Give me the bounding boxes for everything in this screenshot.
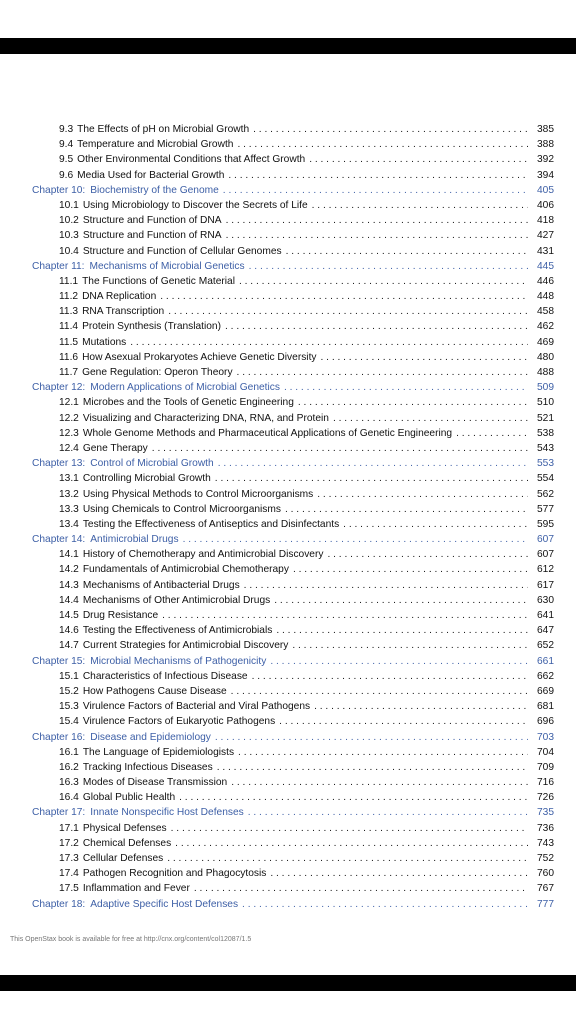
dot-leader: [343, 517, 528, 532]
toc-section-entry[interactable]: [32, 851, 554, 866]
entry-number: 9.4: [59, 139, 74, 151]
entry-title: How Pathogens Cause Disease: [82, 685, 227, 697]
toc-chapter-entry[interactable]: [32, 259, 554, 274]
entry-number: 9.5: [59, 154, 74, 166]
toc-section-entry[interactable]: [32, 836, 554, 851]
toc-section-entry[interactable]: [32, 152, 554, 167]
entry-title: The Functions of Genetic Material: [82, 275, 235, 287]
dot-leader: [238, 745, 528, 760]
entry-number: 17.3: [59, 853, 79, 864]
entry-page-number: 469: [537, 336, 554, 348]
dot-leader: [276, 623, 528, 638]
entry-page-number: 509: [537, 382, 554, 394]
dot-leader: [314, 699, 528, 714]
entry-number: Chapter 16:: [32, 731, 86, 743]
entry-number: 10.3: [59, 230, 79, 242]
dot-leader: [253, 122, 528, 137]
entry-title: Inflammation and Fever: [82, 883, 190, 895]
entry-page-number: 743: [537, 837, 554, 849]
toc-section-entry[interactable]: [32, 168, 554, 183]
entry-page-number: 662: [537, 670, 554, 682]
toc-section-entry[interactable]: [32, 593, 554, 608]
dot-leader: [226, 213, 528, 228]
entry-page-number: 607: [537, 549, 554, 561]
entry-title: Controlling Microbial Growth: [82, 473, 211, 485]
entry-page-number: 760: [537, 868, 554, 880]
dot-leader: [242, 897, 528, 912]
dot-leader: [162, 608, 528, 623]
dot-leader: [284, 380, 528, 395]
entry-number: Chapter 14:: [32, 534, 86, 546]
entry-title: Using Microbiology to Discover the Secrets of Life: [82, 199, 308, 211]
entry-page-number: 752: [537, 853, 554, 864]
entry-number: 10.1: [59, 199, 79, 211]
entry-number: 9.3: [59, 124, 74, 135]
toc-section-entry[interactable]: [32, 790, 554, 805]
toc-section-entry[interactable]: [32, 623, 554, 638]
entry-page-number: 767: [537, 883, 554, 895]
dot-leader: [231, 775, 528, 790]
toc-section-entry[interactable]: [32, 274, 554, 289]
toc-chapter-entry[interactable]: [32, 897, 554, 912]
entry-page-number: 630: [537, 594, 554, 606]
entry-number: 12.4: [59, 442, 79, 454]
toc-section-entry[interactable]: [32, 866, 554, 881]
entry-page-number: 681: [537, 701, 554, 713]
entry-number: Chapter 17:: [32, 807, 86, 819]
entry-number: Chapter 11:: [32, 260, 85, 272]
entry-number: 16.2: [59, 761, 79, 773]
entry-title: Drug Resistance: [82, 610, 159, 621]
dot-leader: [317, 487, 528, 502]
entry-page-number: 703: [537, 731, 554, 743]
entry-number: 15.3: [59, 701, 79, 713]
entry-title: Virulence Factors of Eukaryotic Pathogens: [82, 716, 276, 728]
entry-title: Testing the Effectiveness of Antimicrobials: [82, 625, 273, 637]
dot-leader: [217, 760, 528, 775]
entry-page-number: 607: [537, 534, 554, 546]
entry-page-number: 709: [537, 761, 554, 773]
dot-leader: [226, 228, 528, 243]
entry-number: 15.4: [59, 716, 79, 728]
dot-leader: [292, 638, 528, 653]
dot-leader: [130, 335, 528, 350]
dot-leader: [321, 350, 529, 365]
entry-title: Physical Defenses: [82, 822, 167, 834]
toc-section-entry[interactable]: [32, 714, 554, 729]
toc-section-entry[interactable]: [32, 335, 554, 350]
entry-title: Mechanisms of Microbial Genetics: [89, 260, 245, 272]
dot-leader: [286, 244, 528, 259]
entry-number: 13.4: [59, 518, 79, 530]
toc-section-entry[interactable]: [32, 137, 554, 152]
entry-page-number: 538: [537, 427, 554, 439]
footer-note: This OpenStax book is available for free at http://cnx.org/content/col12087/1.5: [10, 936, 252, 943]
entry-page-number: 521: [537, 412, 554, 424]
toc-section-entry[interactable]: [32, 775, 554, 790]
entry-title: Modern Applications of Microbial Genetics: [90, 382, 280, 394]
entry-number: 11.3: [59, 306, 79, 318]
entry-title: Fundamentals of Antimicrobial Chemotherapy: [82, 564, 289, 576]
entry-title: Media Used for Bacterial Growth: [77, 169, 225, 181]
entry-number: Chapter 12:: [32, 382, 86, 394]
toc-section-entry[interactable]: [32, 426, 554, 441]
toc-section-entry[interactable]: [32, 244, 554, 259]
entry-title: Current Strategies for Antimicrobial Discovery: [82, 640, 289, 652]
entry-title: Protein Synthesis (Translation): [82, 321, 221, 333]
entry-number: 16.1: [59, 746, 79, 758]
entry-title: Mechanisms of Other Antimicrobial Drugs: [82, 594, 271, 606]
entry-title: Biochemistry of the Genome: [90, 184, 219, 196]
dot-leader: [293, 562, 528, 577]
dot-leader: [218, 456, 528, 471]
entry-title: The Language of Epidemiologists: [82, 746, 235, 758]
entry-page-number: 448: [537, 291, 554, 303]
entry-number: 13.2: [59, 488, 79, 500]
dot-leader: [249, 259, 528, 274]
entry-title: Characteristics of Infectious Disease: [82, 670, 248, 682]
entry-title: Chemical Defenses: [82, 837, 172, 849]
toc-chapter-entry[interactable]: [32, 380, 554, 395]
entry-number: Chapter 18:: [32, 898, 86, 910]
toc-section-entry[interactable]: [32, 821, 554, 836]
entry-title: Microbes and the Tools of Genetic Engineering: [82, 397, 294, 409]
entry-title: Control of Microbial Growth: [90, 458, 214, 470]
entry-title: The Effects of pH on Microbial Growth: [77, 124, 250, 135]
entry-title: Temperature and Microbial Growth: [77, 139, 234, 151]
entry-page-number: 431: [537, 245, 554, 257]
entry-number: Chapter 13:: [32, 458, 86, 470]
entry-page-number: 480: [537, 351, 554, 363]
entry-page-number: 388: [537, 139, 554, 151]
entry-title: Virulence Factors of Bacterial and Viral Pathogens: [82, 701, 311, 713]
entry-title: Cellular Defenses: [82, 853, 164, 864]
entry-title: Testing the Effectiveness of Antiseptics and Disinfectants: [82, 518, 340, 530]
entry-number: 12.2: [59, 412, 79, 424]
entry-number: 12.3: [59, 427, 79, 439]
entry-page-number: 554: [537, 473, 554, 485]
dot-leader: [270, 654, 528, 669]
entry-title: RNA Transcription: [82, 306, 165, 318]
entry-page-number: 612: [537, 564, 554, 576]
entry-page-number: 562: [537, 488, 554, 500]
entry-page-number: 462: [537, 321, 554, 333]
entry-number: 9.6: [59, 169, 74, 181]
dot-leader: [274, 593, 528, 608]
entry-title: Structure and Function of Cellular Genomes: [82, 245, 282, 257]
dot-leader: [223, 183, 528, 198]
toc-section-entry[interactable]: [32, 289, 554, 304]
entry-title: Mechanisms of Antibacterial Drugs: [82, 579, 240, 591]
entry-page-number: 669: [537, 685, 554, 697]
dot-leader: [285, 502, 528, 517]
entry-page-number: 704: [537, 746, 554, 758]
entry-page-number: 394: [537, 169, 554, 181]
bottom-black-bar: [0, 975, 576, 991]
entry-title: How Asexual Prokaryotes Achieve Genetic Diversity: [82, 351, 317, 363]
entry-title: History of Chemotherapy and Antimicrobial Discovery: [82, 549, 324, 561]
dot-leader: [175, 836, 528, 851]
dot-leader: [171, 821, 528, 836]
entry-page-number: 577: [537, 503, 554, 515]
entry-title: Using Physical Methods to Control Microorganisms: [82, 488, 314, 500]
entry-number: 14.7: [59, 640, 79, 652]
entry-number: 11.4: [59, 321, 79, 333]
entry-page-number: 652: [537, 640, 554, 652]
entry-page-number: 543: [537, 442, 554, 454]
entry-number: 17.5: [59, 883, 79, 895]
entry-number: 12.1: [59, 397, 79, 409]
dot-leader: [239, 274, 528, 289]
entry-number: 10.4: [59, 245, 79, 257]
entry-page-number: 617: [537, 579, 554, 591]
toc-section-entry[interactable]: [32, 638, 554, 653]
entry-title: Whole Genome Methods and Pharmaceutical Applications of Genetic Engineering: [82, 427, 453, 439]
entry-page-number: 777: [537, 898, 554, 910]
entry-number: 17.4: [59, 868, 79, 880]
toc-section-entry[interactable]: [32, 304, 554, 319]
entry-title: Structure and Function of RNA: [82, 230, 222, 242]
entry-page-number: 385: [537, 124, 554, 135]
dot-leader: [194, 881, 528, 896]
entry-page-number: 488: [537, 367, 554, 378]
dot-leader: [179, 790, 528, 805]
dot-leader: [333, 411, 528, 426]
toc-section-entry[interactable]: [32, 502, 554, 517]
entry-number: 11.6: [59, 351, 79, 363]
entry-number: 11.7: [59, 367, 79, 378]
entry-title: Microbial Mechanisms of Pathogenicity: [90, 655, 267, 667]
dot-leader: [237, 365, 528, 380]
dot-leader: [183, 532, 528, 547]
toc-section-entry[interactable]: [32, 487, 554, 502]
dot-leader: [168, 304, 528, 319]
dot-leader: [270, 866, 528, 881]
entry-page-number: 661: [537, 655, 554, 667]
toc-section-entry[interactable]: [32, 411, 554, 426]
entry-page-number: 696: [537, 716, 554, 728]
entry-number: 16.3: [59, 777, 79, 789]
entry-page-number: 427: [537, 230, 554, 242]
toc-section-entry[interactable]: [32, 578, 554, 593]
dot-leader: [231, 684, 528, 699]
toc-section-entry[interactable]: [32, 760, 554, 775]
entry-number: 14.3: [59, 579, 79, 591]
dot-leader: [279, 714, 528, 729]
entry-page-number: 406: [537, 199, 554, 211]
toc-section-entry[interactable]: [32, 395, 554, 410]
entry-number: 14.4: [59, 594, 79, 606]
entry-title: Gene Therapy: [82, 442, 148, 454]
toc-section-entry[interactable]: [32, 547, 554, 562]
toc-section-entry[interactable]: [32, 562, 554, 577]
toc-section-entry[interactable]: [32, 365, 554, 380]
entry-page-number: 735: [537, 807, 554, 819]
toc-chapter-entry[interactable]: [32, 532, 554, 547]
entry-number: 11.1: [59, 275, 79, 287]
entry-title: Adaptive Specific Host Defenses: [90, 898, 239, 910]
entry-title: Innate Nonspecific Host Defenses: [90, 807, 244, 819]
table-of-contents: [32, 122, 554, 912]
entry-page-number: 445: [537, 260, 554, 272]
entry-page-number: 726: [537, 792, 554, 804]
dot-leader: [225, 319, 528, 334]
entry-title: Structure and Function of DNA: [82, 215, 222, 227]
toc-section-entry[interactable]: [32, 122, 554, 137]
toc-section-entry[interactable]: [32, 517, 554, 532]
entry-title: DNA Replication: [82, 291, 157, 303]
dot-leader: [327, 547, 528, 562]
toc-section-entry[interactable]: [32, 669, 554, 684]
entry-title: Other Environmental Conditions that Affect Growth: [77, 154, 306, 166]
toc-section-entry[interactable]: [32, 228, 554, 243]
entry-page-number: 641: [537, 610, 554, 621]
toc-chapter-entry[interactable]: [32, 654, 554, 669]
dot-leader: [160, 289, 528, 304]
entry-number: 17.2: [59, 837, 79, 849]
entry-number: Chapter 15:: [32, 655, 86, 667]
entry-page-number: 392: [537, 154, 554, 166]
entry-title: Antimicrobial Drugs: [90, 534, 179, 546]
entry-page-number: 446: [537, 275, 554, 287]
toc-section-entry[interactable]: [32, 684, 554, 699]
entry-number: 14.2: [59, 564, 79, 576]
dot-leader: [152, 441, 528, 456]
entry-title: Modes of Disease Transmission: [82, 777, 228, 789]
toc-section-entry[interactable]: [32, 441, 554, 456]
top-black-bar: [0, 38, 576, 54]
entry-title: Global Public Health: [82, 792, 176, 804]
entry-number: 14.6: [59, 625, 79, 637]
entry-title: Pathogen Recognition and Phagocytosis: [82, 868, 267, 880]
toc-section-entry[interactable]: [32, 319, 554, 334]
toc-chapter-entry[interactable]: [32, 183, 554, 198]
entry-number: 16.4: [59, 792, 79, 804]
toc-section-entry[interactable]: [32, 471, 554, 486]
dot-leader: [298, 395, 528, 410]
entry-title: Mutations: [82, 336, 127, 348]
entry-page-number: 510: [537, 397, 554, 409]
entry-number: 13.1: [59, 473, 79, 485]
dot-leader: [309, 152, 528, 167]
entry-title: Disease and Epidemiology: [90, 731, 211, 743]
dot-leader: [167, 851, 528, 866]
entry-number: 17.1: [59, 822, 79, 834]
entry-page-number: 647: [537, 625, 554, 637]
toc-section-entry[interactable]: [32, 213, 554, 228]
entry-number: Chapter 10:: [32, 184, 86, 196]
entry-page-number: 405: [537, 184, 554, 196]
entry-number: 11.2: [59, 291, 79, 303]
entry-title: Tracking Infectious Diseases: [82, 761, 213, 773]
dot-leader: [248, 805, 528, 820]
entry-page-number: 418: [537, 215, 554, 227]
entry-page-number: 553: [537, 458, 554, 470]
toc-section-entry[interactable]: [32, 608, 554, 623]
dot-leader: [228, 168, 528, 183]
entry-page-number: 458: [537, 306, 554, 318]
toc-section-entry[interactable]: [32, 881, 554, 896]
dot-leader: [456, 426, 528, 441]
toc-section-entry[interactable]: [32, 699, 554, 714]
dot-leader: [252, 669, 528, 684]
dot-leader: [237, 137, 528, 152]
entry-number: 13.3: [59, 503, 79, 515]
entry-title: Gene Regulation: Operon Theory: [82, 367, 233, 378]
toc-chapter-entry[interactable]: [32, 805, 554, 820]
toc-chapter-entry[interactable]: [32, 456, 554, 471]
entry-title: Using Chemicals to Control Microorganisms: [82, 503, 281, 515]
dot-leader: [312, 198, 528, 213]
entry-page-number: 716: [537, 777, 554, 789]
entry-number: 10.2: [59, 215, 79, 227]
toc-section-entry[interactable]: [32, 198, 554, 213]
entry-number: 15.2: [59, 685, 79, 697]
dot-leader: [215, 730, 528, 745]
dot-leader: [244, 578, 528, 593]
entry-number: 14.5: [59, 610, 79, 621]
entry-page-number: 595: [537, 518, 554, 530]
dot-leader: [215, 471, 528, 486]
entry-title: Visualizing and Characterizing DNA, RNA, and Protein: [82, 412, 329, 424]
entry-page-number: 736: [537, 822, 554, 834]
entry-number: 14.1: [59, 549, 79, 561]
toc-section-entry[interactable]: [32, 745, 554, 760]
entry-number: 11.5: [59, 336, 79, 348]
toc-section-entry[interactable]: [32, 350, 554, 365]
toc-chapter-entry[interactable]: [32, 730, 554, 745]
entry-number: 15.1: [59, 670, 79, 682]
